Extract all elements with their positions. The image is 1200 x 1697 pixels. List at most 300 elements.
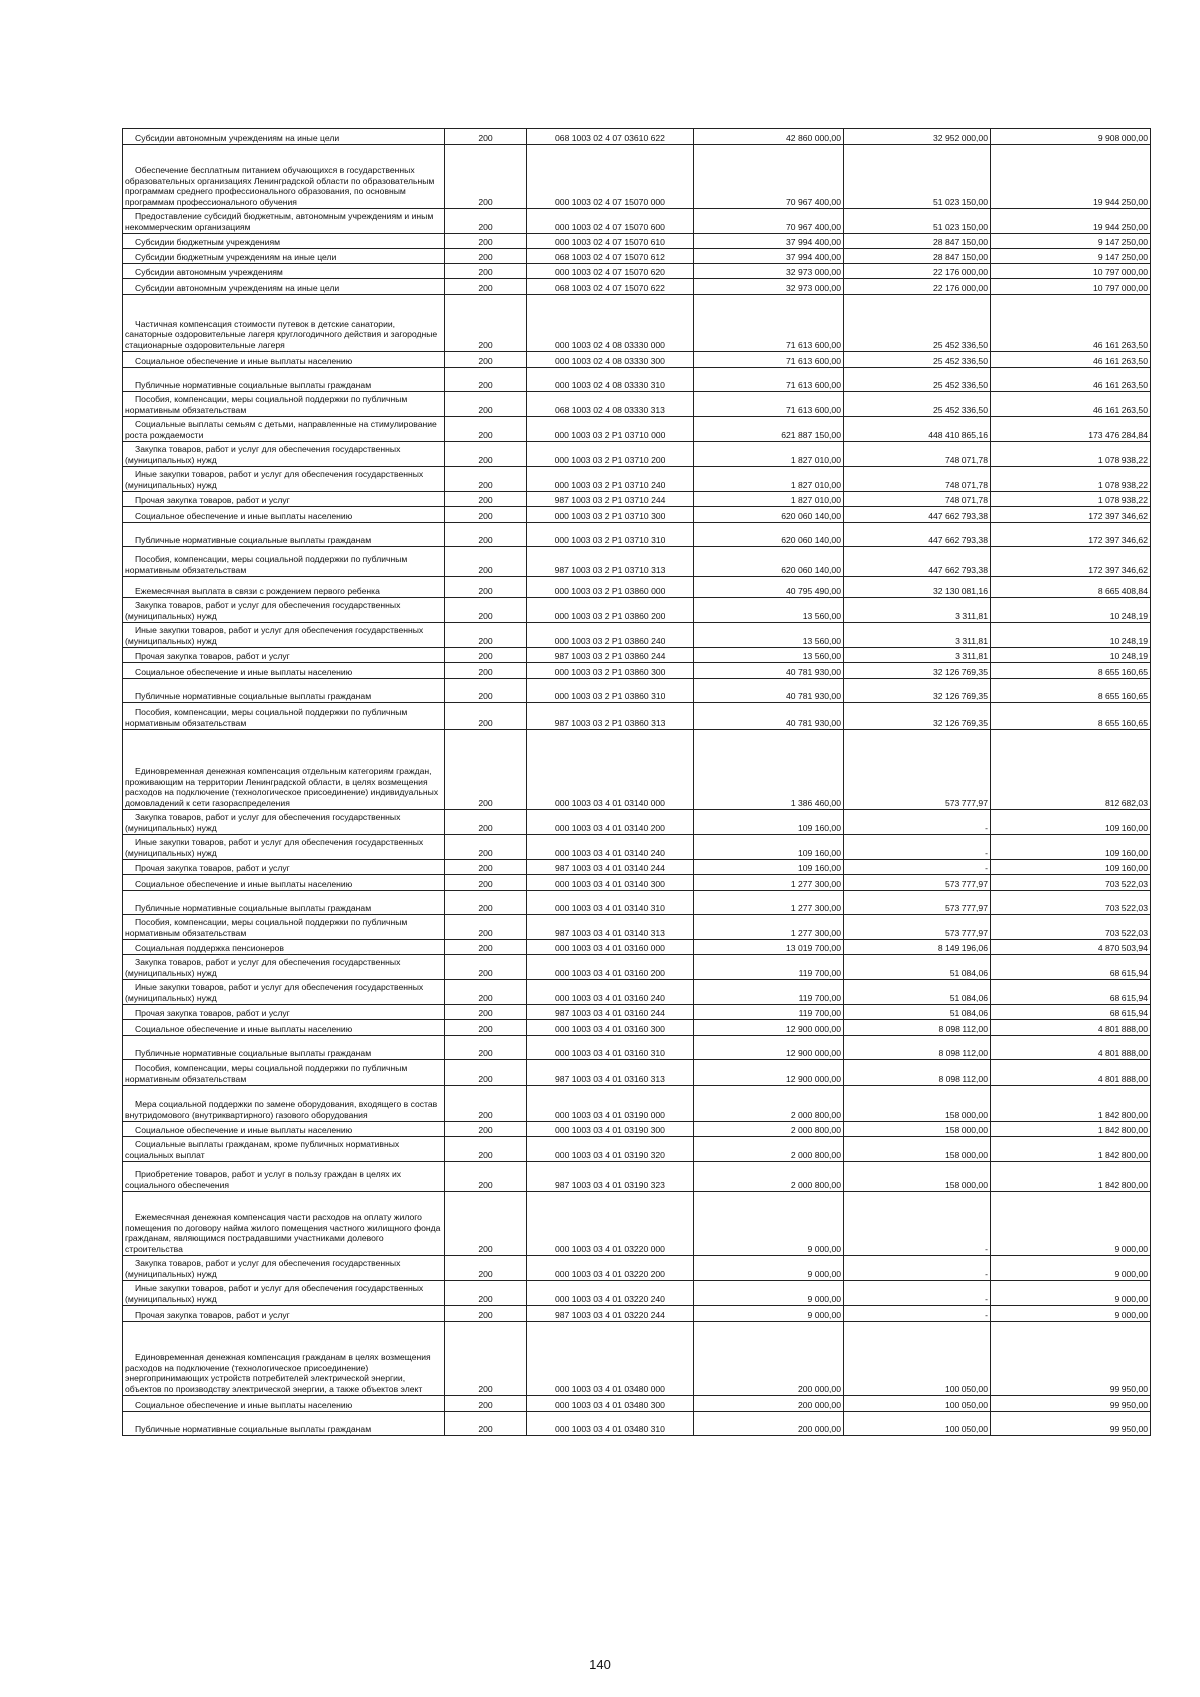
row-plan-cell: 119 700,00: [694, 1005, 844, 1020]
row-plan-cell: 40 781 930,00: [694, 679, 844, 703]
row-plan-cell: 2 000 800,00: [694, 1137, 844, 1162]
row-plan-cell: 1 827 010,00: [694, 442, 844, 467]
row-code-cell: 200: [445, 145, 527, 209]
row-kbk-cell: 987 1003 03 4 01 03190 323: [527, 1162, 694, 1192]
row-kbk-cell: 000 1003 03 2 Р1 03860 310: [527, 679, 694, 703]
table-row: [123, 1281, 1151, 1306]
row-name-cell: Субсидии автономным учреждениям: [123, 264, 445, 279]
row-remaining-cell: 68 615,94: [991, 980, 1151, 1005]
table-row: [123, 467, 1151, 492]
row-code-cell: 200: [445, 1256, 527, 1281]
row-code-cell: 200: [445, 1396, 527, 1412]
row-kbk-cell: 000 1003 02 4 07 15070 000: [527, 145, 694, 209]
row-kbk-cell: 987 1003 03 2 Р1 03710 313: [527, 547, 694, 577]
table-body: [123, 129, 1151, 1436]
row-code-cell: 200: [445, 1412, 527, 1436]
row-kbk-cell: 000 1003 03 4 01 03480 000: [527, 1322, 694, 1396]
table-row: [123, 835, 1151, 860]
row-name-cell: Закупка товаров, работ и услуг для обеспечения государственных (муниципальных) нужд: [123, 598, 445, 623]
row-remaining-cell: 8 665 408,84: [991, 577, 1151, 598]
table-row: [123, 703, 1151, 730]
row-plan-cell: 1 277 300,00: [694, 875, 844, 891]
row-kbk-cell: 987 1003 03 2 Р1 03710 244: [527, 492, 694, 507]
row-kbk-cell: 000 1003 03 2 Р1 03710 000: [527, 417, 694, 442]
row-plan-cell: 40 795 490,00: [694, 577, 844, 598]
row-code-cell: 200: [445, 392, 527, 417]
table-row: [123, 129, 1151, 145]
row-name-cell: Прочая закупка товаров, работ и услуг: [123, 860, 445, 875]
row-plan-cell: 13 019 700,00: [694, 940, 844, 955]
row-kbk-cell: 000 1003 03 4 01 03160 300: [527, 1020, 694, 1036]
row-plan-cell: 2 000 800,00: [694, 1162, 844, 1192]
row-name-cell: Пособия, компенсации, меры социальной поддержки по публичным нормативным обязательствам: [123, 547, 445, 577]
table-row: [123, 730, 1151, 810]
row-remaining-cell: 109 160,00: [991, 860, 1151, 875]
row-name-cell: Пособия, компенсации, меры социальной поддержки по публичным нормативным обязательствам: [123, 703, 445, 730]
row-kbk-cell: 000 1003 03 4 01 03220 200: [527, 1256, 694, 1281]
row-code-cell: 200: [445, 1020, 527, 1036]
row-plan-cell: 12 900 000,00: [694, 1036, 844, 1060]
row-plan-cell: 12 900 000,00: [694, 1020, 844, 1036]
row-name-cell: Иные закупки товаров, работ и услуг для обеспечения государственных (муниципальных) нужд: [123, 467, 445, 492]
row-code-cell: 200: [445, 1086, 527, 1122]
row-kbk-cell: 000 1003 03 4 01 03220 240: [527, 1281, 694, 1306]
row-executed-cell: 25 452 336,50: [844, 368, 991, 392]
row-remaining-cell: 99 950,00: [991, 1322, 1151, 1396]
row-plan-cell: 71 613 600,00: [694, 392, 844, 417]
row-name-cell: Субсидии автономным учреждениям на иные цели: [123, 129, 445, 145]
row-remaining-cell: 46 161 263,50: [991, 295, 1151, 352]
table-row: [123, 860, 1151, 875]
row-plan-cell: 1 386 460,00: [694, 730, 844, 810]
row-name-cell: Публичные нормативные социальные выплаты гражданам: [123, 523, 445, 547]
table-row: [123, 1162, 1151, 1192]
row-executed-cell: 32 952 000,00: [844, 129, 991, 145]
row-plan-cell: 71 613 600,00: [694, 352, 844, 368]
row-kbk-cell: 000 1003 03 4 01 03190 000: [527, 1086, 694, 1122]
table-row: [123, 507, 1151, 523]
row-executed-cell: 748 071,78: [844, 492, 991, 507]
row-kbk-cell: 000 1003 02 4 07 15070 600: [527, 209, 694, 234]
row-executed-cell: 25 452 336,50: [844, 352, 991, 368]
row-plan-cell: 119 700,00: [694, 955, 844, 980]
row-kbk-cell: 000 1003 03 4 01 03160 310: [527, 1036, 694, 1060]
row-name-cell: Единовременная денежная компенсация гражданам в целях возмещения расходов на подключение (технологическое присоединение) энергопринимающих устройств потребителей электрической энергии, объектов по производству электрической энергии, а также объектов элект: [123, 1322, 445, 1396]
row-name-cell: Иные закупки товаров, работ и услуг для обеспечения государственных (муниципальных) нужд: [123, 1281, 445, 1306]
row-name-cell: Социальные выплаты гражданам, кроме публичных нормативных социальных выплат: [123, 1137, 445, 1162]
row-remaining-cell: 10 797 000,00: [991, 264, 1151, 279]
row-plan-cell: 71 613 600,00: [694, 295, 844, 352]
row-remaining-cell: 19 944 250,00: [991, 145, 1151, 209]
row-executed-cell: 748 071,78: [844, 442, 991, 467]
row-remaining-cell: 9 908 000,00: [991, 129, 1151, 145]
table-row: [123, 1020, 1151, 1036]
row-kbk-cell: 987 1003 03 2 Р1 03860 244: [527, 648, 694, 663]
row-executed-cell: 573 777,97: [844, 730, 991, 810]
row-plan-cell: 42 860 000,00: [694, 129, 844, 145]
row-kbk-cell: 068 1003 02 4 07 03610 622: [527, 129, 694, 145]
row-remaining-cell: 109 160,00: [991, 810, 1151, 835]
row-plan-cell: 109 160,00: [694, 835, 844, 860]
row-plan-cell: 2 000 800,00: [694, 1086, 844, 1122]
row-plan-cell: 200 000,00: [694, 1396, 844, 1412]
row-executed-cell: 573 777,97: [844, 915, 991, 940]
row-code-cell: 200: [445, 264, 527, 279]
row-code-cell: 200: [445, 1322, 527, 1396]
row-kbk-cell: 000 1003 03 4 01 03140 200: [527, 810, 694, 835]
row-name-cell: Публичные нормативные социальные выплаты гражданам: [123, 679, 445, 703]
row-code-cell: 200: [445, 442, 527, 467]
table-row: [123, 264, 1151, 279]
row-plan-cell: 13 560,00: [694, 648, 844, 663]
row-kbk-cell: 000 1003 03 2 Р1 03860 240: [527, 623, 694, 648]
row-plan-cell: 71 613 600,00: [694, 368, 844, 392]
row-code-cell: 200: [445, 209, 527, 234]
table-row: [123, 648, 1151, 663]
row-remaining-cell: 4 801 888,00: [991, 1036, 1151, 1060]
row-code-cell: 200: [445, 234, 527, 249]
row-name-cell: Предоставление субсидий бюджетным, автономным учреждениям и иным некоммерческим организациям: [123, 209, 445, 234]
row-kbk-cell: 000 1003 02 4 08 03330 000: [527, 295, 694, 352]
row-name-cell: Социальное обеспечение и иные выплаты населению: [123, 1122, 445, 1137]
row-name-cell: Субсидии бюджетным учреждениям на иные цели: [123, 249, 445, 264]
row-executed-cell: 447 662 793,38: [844, 507, 991, 523]
row-name-cell: Закупка товаров, работ и услуг для обеспечения государственных (муниципальных) нужд: [123, 810, 445, 835]
row-kbk-cell: 000 1003 03 2 Р1 03710 240: [527, 467, 694, 492]
row-executed-cell: 158 000,00: [844, 1086, 991, 1122]
row-code-cell: 200: [445, 875, 527, 891]
table-row: [123, 209, 1151, 234]
row-name-cell: Закупка товаров, работ и услуг для обеспечения государственных (муниципальных) нужд: [123, 955, 445, 980]
row-remaining-cell: 99 950,00: [991, 1396, 1151, 1412]
row-remaining-cell: 46 161 263,50: [991, 392, 1151, 417]
row-executed-cell: 8 098 112,00: [844, 1020, 991, 1036]
row-executed-cell: -: [844, 1192, 991, 1256]
row-executed-cell: 32 126 769,35: [844, 679, 991, 703]
row-code-cell: 200: [445, 648, 527, 663]
table-row: [123, 1086, 1151, 1122]
row-plan-cell: 621 887 150,00: [694, 417, 844, 442]
table-row: [123, 623, 1151, 648]
row-plan-cell: 620 060 140,00: [694, 523, 844, 547]
row-kbk-cell: 068 1003 02 4 07 15070 622: [527, 279, 694, 295]
row-kbk-cell: 987 1003 03 2 Р1 03860 313: [527, 703, 694, 730]
row-kbk-cell: 987 1003 03 4 01 03220 244: [527, 1306, 694, 1322]
row-name-cell: Социальная поддержка пенсионеров: [123, 940, 445, 955]
row-kbk-cell: 000 1003 03 2 Р1 03860 000: [527, 577, 694, 598]
row-executed-cell: 25 452 336,50: [844, 295, 991, 352]
row-remaining-cell: 1 078 938,22: [991, 467, 1151, 492]
row-remaining-cell: 8 655 160,65: [991, 703, 1151, 730]
row-executed-cell: 100 050,00: [844, 1396, 991, 1412]
table-row: [123, 1322, 1151, 1396]
table-row: [123, 249, 1151, 264]
table-row: [123, 295, 1151, 352]
table-row: [123, 577, 1151, 598]
row-kbk-cell: 000 1003 03 4 01 03480 300: [527, 1396, 694, 1412]
row-kbk-cell: 000 1003 03 4 01 03220 000: [527, 1192, 694, 1256]
row-plan-cell: 9 000,00: [694, 1256, 844, 1281]
row-executed-cell: 51 023 150,00: [844, 209, 991, 234]
table-row: [123, 891, 1151, 915]
row-remaining-cell: 703 522,03: [991, 915, 1151, 940]
row-name-cell: Публичные нормативные социальные выплаты гражданам: [123, 1412, 445, 1436]
row-remaining-cell: 9 000,00: [991, 1281, 1151, 1306]
table-row: [123, 523, 1151, 547]
row-remaining-cell: 9 147 250,00: [991, 249, 1151, 264]
row-remaining-cell: 68 615,94: [991, 955, 1151, 980]
row-name-cell: Частичная компенсация стоимости путевок в детские санатории, санаторные оздоровительные лагеря круглогодичного действия и загородные стационарные оздоровительные лагеря: [123, 295, 445, 352]
row-remaining-cell: 4 801 888,00: [991, 1060, 1151, 1086]
table-row: [123, 955, 1151, 980]
row-remaining-cell: 703 522,03: [991, 891, 1151, 915]
row-executed-cell: 3 311,81: [844, 623, 991, 648]
row-plan-cell: 620 060 140,00: [694, 507, 844, 523]
row-remaining-cell: 812 682,03: [991, 730, 1151, 810]
row-code-cell: 200: [445, 623, 527, 648]
row-remaining-cell: 9 000,00: [991, 1306, 1151, 1322]
row-remaining-cell: 172 397 346,62: [991, 547, 1151, 577]
row-plan-cell: 1 827 010,00: [694, 467, 844, 492]
row-remaining-cell: 172 397 346,62: [991, 507, 1151, 523]
row-name-cell: Пособия, компенсации, меры социальной поддержки по публичным нормативным обязательствам: [123, 392, 445, 417]
row-executed-cell: 32 126 769,35: [844, 663, 991, 679]
row-name-cell: Иные закупки товаров, работ и услуг для обеспечения государственных (муниципальных) нужд: [123, 623, 445, 648]
row-remaining-cell: 703 522,03: [991, 875, 1151, 891]
row-name-cell: Социальное обеспечение и иные выплаты населению: [123, 1396, 445, 1412]
row-code-cell: 200: [445, 1281, 527, 1306]
row-executed-cell: 3 311,81: [844, 648, 991, 663]
row-code-cell: 200: [445, 547, 527, 577]
row-code-cell: 200: [445, 368, 527, 392]
row-name-cell: Прочая закупка товаров, работ и услуг: [123, 1306, 445, 1322]
row-code-cell: 200: [445, 835, 527, 860]
row-kbk-cell: 000 1003 03 4 01 03480 310: [527, 1412, 694, 1436]
row-remaining-cell: 10 248,19: [991, 648, 1151, 663]
row-name-cell: Социальное обеспечение и иные выплаты населению: [123, 352, 445, 368]
row-executed-cell: 32 126 769,35: [844, 703, 991, 730]
row-plan-cell: 40 781 930,00: [694, 663, 844, 679]
row-kbk-cell: 000 1003 03 4 01 03140 300: [527, 875, 694, 891]
row-code-cell: 200: [445, 810, 527, 835]
row-kbk-cell: 000 1003 03 4 01 03190 300: [527, 1122, 694, 1137]
row-remaining-cell: 4 870 503,94: [991, 940, 1151, 955]
row-plan-cell: 109 160,00: [694, 860, 844, 875]
row-code-cell: 200: [445, 1306, 527, 1322]
row-code-cell: 200: [445, 249, 527, 264]
row-code-cell: 200: [445, 507, 527, 523]
row-executed-cell: 51 084,06: [844, 955, 991, 980]
table-row: [123, 1396, 1151, 1412]
row-executed-cell: 8 149 196,06: [844, 940, 991, 955]
row-kbk-cell: 000 1003 03 4 01 03160 000: [527, 940, 694, 955]
table-row: [123, 915, 1151, 940]
row-plan-cell: 12 900 000,00: [694, 1060, 844, 1086]
row-code-cell: 200: [445, 1060, 527, 1086]
table-row: [123, 1137, 1151, 1162]
row-kbk-cell: 000 1003 02 4 08 03330 300: [527, 352, 694, 368]
row-name-cell: Ежемесячная денежная компенсация части расходов на оплату жилого помещения по договору найма жилого помещения частного жилищного фонда гражданам, являющимся пострадавшими участниками долевого строительства: [123, 1192, 445, 1256]
row-code-cell: 200: [445, 730, 527, 810]
row-remaining-cell: 1 842 800,00: [991, 1086, 1151, 1122]
row-code-cell: 200: [445, 860, 527, 875]
row-name-cell: Обеспечение бесплатным питанием обучающихся в государственных образовательных организациях Ленинградской области по образовательным программам среднего профессионального образования, по основным программам профессионального обучения: [123, 145, 445, 209]
row-code-cell: 200: [445, 940, 527, 955]
row-executed-cell: 51 084,06: [844, 980, 991, 1005]
table-row: [123, 1412, 1151, 1436]
row-plan-cell: 119 700,00: [694, 980, 844, 1005]
table-row: [123, 279, 1151, 295]
row-executed-cell: 448 410 865,16: [844, 417, 991, 442]
row-plan-cell: 13 560,00: [694, 598, 844, 623]
row-name-cell: Пособия, компенсации, меры социальной поддержки по публичным нормативным обязательствам: [123, 915, 445, 940]
row-executed-cell: 158 000,00: [844, 1137, 991, 1162]
row-code-cell: 200: [445, 1162, 527, 1192]
row-name-cell: Субсидии бюджетным учреждениям: [123, 234, 445, 249]
table-row: [123, 1122, 1151, 1137]
row-code-cell: 200: [445, 492, 527, 507]
table-row: [123, 598, 1151, 623]
row-executed-cell: 100 050,00: [844, 1322, 991, 1396]
row-code-cell: 200: [445, 955, 527, 980]
row-executed-cell: 25 452 336,50: [844, 392, 991, 417]
row-plan-cell: 1 827 010,00: [694, 492, 844, 507]
row-name-cell: Мера социальной поддержки по замене оборудования, входящего в состав внутридомового (внутриквартирного) газового оборудования: [123, 1086, 445, 1122]
row-code-cell: 200: [445, 980, 527, 1005]
row-kbk-cell: 987 1003 03 4 01 03160 313: [527, 1060, 694, 1086]
row-executed-cell: -: [844, 1306, 991, 1322]
row-name-cell: Публичные нормативные социальные выплаты гражданам: [123, 891, 445, 915]
row-code-cell: 200: [445, 279, 527, 295]
row-kbk-cell: 000 1003 02 4 07 15070 610: [527, 234, 694, 249]
table-row: [123, 1192, 1151, 1256]
row-remaining-cell: 46 161 263,50: [991, 368, 1151, 392]
row-executed-cell: 447 662 793,38: [844, 547, 991, 577]
row-name-cell: Социальное обеспечение и иные выплаты населению: [123, 663, 445, 679]
table-row: [123, 368, 1151, 392]
table-row: [123, 442, 1151, 467]
row-executed-cell: 447 662 793,38: [844, 523, 991, 547]
row-kbk-cell: 000 1003 03 2 Р1 03710 300: [527, 507, 694, 523]
row-remaining-cell: 19 944 250,00: [991, 209, 1151, 234]
row-executed-cell: 158 000,00: [844, 1122, 991, 1137]
row-name-cell: Прочая закупка товаров, работ и услуг: [123, 492, 445, 507]
row-name-cell: Социальные выплаты семьям с детьми, направленные на стимулирование роста рождаемости: [123, 417, 445, 442]
row-code-cell: 200: [445, 891, 527, 915]
row-executed-cell: -: [844, 1281, 991, 1306]
row-code-cell: 200: [445, 417, 527, 442]
row-remaining-cell: 8 655 160,65: [991, 663, 1151, 679]
row-name-cell: Ежемесячная выплата в связи с рождением первого ребенка: [123, 577, 445, 598]
row-plan-cell: 13 560,00: [694, 623, 844, 648]
row-name-cell: Социальное обеспечение и иные выплаты населению: [123, 1020, 445, 1036]
table-row: [123, 417, 1151, 442]
row-kbk-cell: 000 1003 03 4 01 03140 310: [527, 891, 694, 915]
row-remaining-cell: 1 842 800,00: [991, 1122, 1151, 1137]
row-name-cell: Единовременная денежная компенсация отдельным категориям граждан, проживающим на территории Ленинградской области, в целях возмещения расходов на подключение (технологическое присоединение) индивидуальных домовладений к сети газораспределения: [123, 730, 445, 810]
row-kbk-cell: 987 1003 03 4 01 03160 244: [527, 1005, 694, 1020]
row-kbk-cell: 000 1003 02 4 08 03330 310: [527, 368, 694, 392]
budget-execution-table: [122, 128, 1151, 1436]
table-row: [123, 1256, 1151, 1281]
row-name-cell: Прочая закупка товаров, работ и услуг: [123, 1005, 445, 1020]
row-remaining-cell: 172 397 346,62: [991, 523, 1151, 547]
row-executed-cell: 100 050,00: [844, 1412, 991, 1436]
row-plan-cell: 109 160,00: [694, 810, 844, 835]
table-row: [123, 145, 1151, 209]
row-executed-cell: 573 777,97: [844, 891, 991, 915]
table-row: [123, 492, 1151, 507]
row-remaining-cell: 10 248,19: [991, 598, 1151, 623]
row-executed-cell: 3 311,81: [844, 598, 991, 623]
row-plan-cell: 200 000,00: [694, 1412, 844, 1436]
row-code-cell: 200: [445, 523, 527, 547]
table-row: [123, 810, 1151, 835]
row-code-cell: 200: [445, 1137, 527, 1162]
row-name-cell: Социальное обеспечение и иные выплаты населению: [123, 507, 445, 523]
table-row: [123, 1036, 1151, 1060]
table-row: [123, 352, 1151, 368]
row-code-cell: 200: [445, 352, 527, 368]
row-plan-cell: 2 000 800,00: [694, 1122, 844, 1137]
row-code-cell: 200: [445, 295, 527, 352]
row-executed-cell: -: [844, 1256, 991, 1281]
row-remaining-cell: 99 950,00: [991, 1412, 1151, 1436]
row-plan-cell: 9 000,00: [694, 1192, 844, 1256]
row-kbk-cell: 000 1003 03 2 Р1 03710 200: [527, 442, 694, 467]
row-remaining-cell: 9 147 250,00: [991, 234, 1151, 249]
row-executed-cell: 51 023 150,00: [844, 145, 991, 209]
row-remaining-cell: 1 078 938,22: [991, 442, 1151, 467]
row-remaining-cell: 10 797 000,00: [991, 279, 1151, 295]
row-remaining-cell: 9 000,00: [991, 1256, 1151, 1281]
row-kbk-cell: 068 1003 02 4 08 03330 313: [527, 392, 694, 417]
row-name-cell: Социальное обеспечение и иные выплаты населению: [123, 875, 445, 891]
row-name-cell: Иные закупки товаров, работ и услуг для обеспечения государственных (муниципальных) нужд: [123, 835, 445, 860]
table-row: [123, 234, 1151, 249]
budget-table-page: [122, 128, 1150, 1436]
table-row: [123, 1005, 1151, 1020]
row-executed-cell: 28 847 150,00: [844, 234, 991, 249]
row-name-cell: Субсидии автономным учреждениям на иные цели: [123, 279, 445, 295]
row-name-cell: Прочая закупка товаров, работ и услуг: [123, 648, 445, 663]
row-kbk-cell: 987 1003 03 4 01 03140 244: [527, 860, 694, 875]
row-kbk-cell: 000 1003 03 2 Р1 03710 310: [527, 523, 694, 547]
row-name-cell: Иные закупки товаров, работ и услуг для обеспечения государственных (муниципальных) нужд: [123, 980, 445, 1005]
table-row: [123, 980, 1151, 1005]
row-remaining-cell: 8 655 160,65: [991, 679, 1151, 703]
row-remaining-cell: 10 248,19: [991, 623, 1151, 648]
row-name-cell: Публичные нормативные социальные выплаты гражданам: [123, 1036, 445, 1060]
table-row: [123, 875, 1151, 891]
row-remaining-cell: 173 476 284,84: [991, 417, 1151, 442]
row-name-cell: Закупка товаров, работ и услуг для обеспечения государственных (муниципальных) нужд: [123, 442, 445, 467]
row-plan-cell: 1 277 300,00: [694, 891, 844, 915]
row-code-cell: 200: [445, 467, 527, 492]
row-executed-cell: 748 071,78: [844, 467, 991, 492]
row-plan-cell: 32 973 000,00: [694, 264, 844, 279]
row-executed-cell: 8 098 112,00: [844, 1036, 991, 1060]
row-kbk-cell: 000 1003 02 4 07 15070 620: [527, 264, 694, 279]
row-remaining-cell: 109 160,00: [991, 835, 1151, 860]
table-row: [123, 1306, 1151, 1322]
table-row: [123, 940, 1151, 955]
row-name-cell: Публичные нормативные социальные выплаты гражданам: [123, 368, 445, 392]
page-number: 140: [589, 1657, 611, 1672]
row-kbk-cell: 000 1003 03 2 Р1 03860 300: [527, 663, 694, 679]
row-executed-cell: 573 777,97: [844, 875, 991, 891]
row-plan-cell: 37 994 400,00: [694, 249, 844, 264]
